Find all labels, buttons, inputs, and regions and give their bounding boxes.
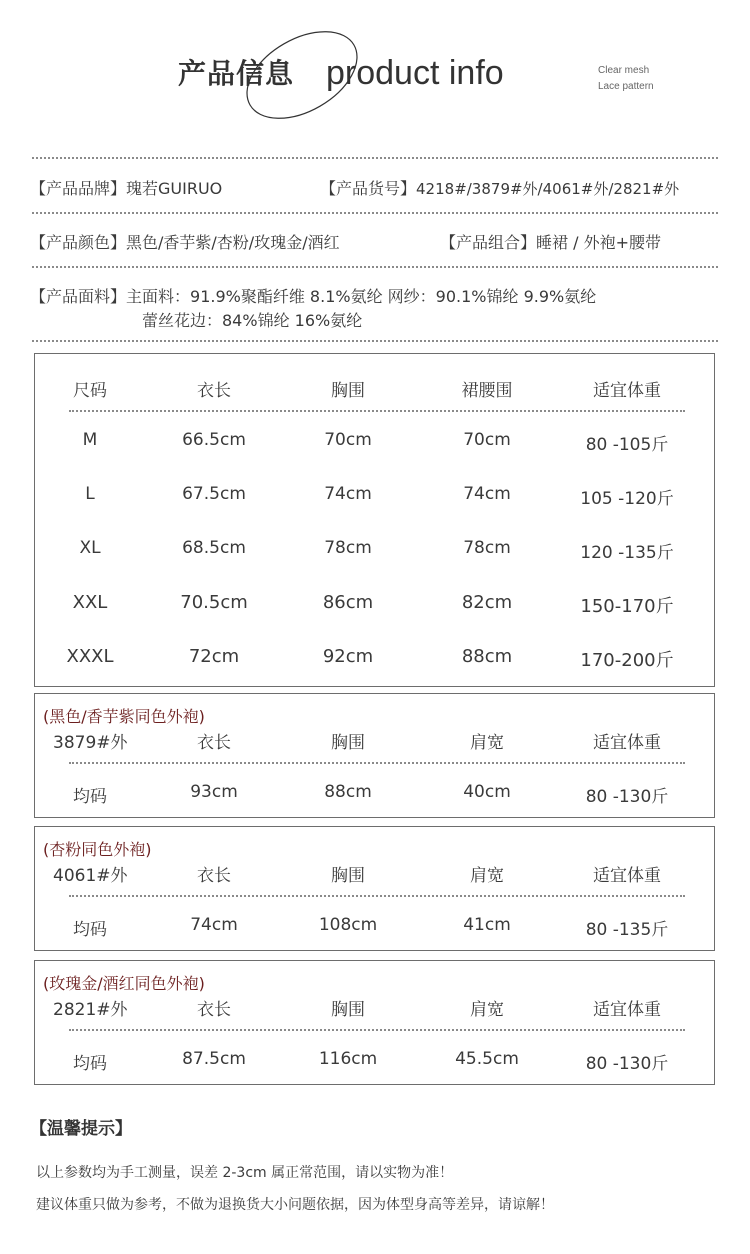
table-cell: 72cm [188,646,240,667]
table-cell: 82cm [461,592,513,613]
table-cell: 87.5cm [182,1049,246,1069]
table-cell: 74cm [324,484,372,504]
table-cell: 45.5cm [455,1049,519,1069]
coat-table-header: 衣长 [197,1000,231,1020]
divider [32,157,718,159]
coat-table-title: (杏粉同色外袍) [43,840,152,859]
table-cell: 均码 [73,1054,107,1074]
table-cell: 74cm [463,484,511,504]
table-cell: 116cm [318,1049,378,1069]
size-table-header: 裙腰围 [461,381,513,401]
table-cell: XXXL [66,646,114,667]
coat-table-header: 胸围 [331,1000,365,1020]
info-sku-label: 【产品货号】 [320,179,417,198]
table-cell: 86cm [322,592,374,613]
coat-table-title: (玫瑰金/酒红同色外袍) [43,974,205,993]
size-table-header: 适宜体重 [593,381,661,401]
info-sku [320,176,679,199]
info-combo [440,230,661,253]
size-table [34,353,715,687]
divider [32,340,718,342]
table-cell: 105 -120斤 [580,489,674,509]
table-cell: XXL [72,592,108,613]
info-fabric-label: 【产品面料】 [30,287,127,306]
info-fabric-value-1: 主面料：91.9%聚酯纤维 8.1%氨纶 网纱：90.1%锦纶 9.9%氨纶 [126,287,597,306]
info-combo-label: 【产品组合】 [440,233,537,252]
table-cell: 80 -135斤 [585,920,669,940]
tips-line-1: 以上参数均为手工测量，误差 2-3cm 属正常范围，请以实物为准！ [36,1165,454,1181]
table-cell: 150-170斤 [580,596,674,617]
size-table-header: 衣长 [197,381,231,401]
coat-table-header: 适宜体重 [593,733,661,753]
table-cell: 80 -130斤 [585,787,669,807]
table-cell: 92cm [322,646,374,667]
info-fabric-value-2: 蕾丝花边：84%锦纶 16%氨纶 [142,311,363,330]
table-cell: 78cm [324,538,372,558]
tips-title: 【温馨提示】 [30,1119,132,1139]
table-divider [69,895,685,897]
table-cell: 78cm [463,538,511,558]
table-cell: 70cm [463,430,511,450]
info-brand-value: 瑰若GUIRUO [126,179,223,198]
coat-table-header: 肩宽 [470,1000,504,1020]
info-color [30,230,340,253]
divider [32,266,718,268]
info-color-label: 【产品颜色】 [30,233,127,252]
table-cell: 80 -105斤 [585,435,669,455]
table-divider [69,410,685,412]
coat-table [34,960,715,1085]
info-combo-value: 睡裙 / 外袍+腰带 [536,233,661,252]
title-note [598,63,654,95]
table-cell: 93cm [190,782,238,802]
coat-table [34,693,715,818]
coat-table-header: 肩宽 [470,733,504,753]
coat-table-title: (黑色/香芋紫同色外袍) [43,707,205,726]
title-note-line1: Clear mesh [598,65,650,76]
coat-table-header: 衣长 [197,733,231,753]
table-cell: 41cm [463,915,511,935]
table-cell: 108cm [318,915,378,935]
table-cell: 40cm [463,782,511,802]
coat-table-header: 4061#外 [53,866,128,886]
table-cell: 120 -135斤 [580,543,674,563]
table-cell: XL [79,538,101,558]
table-cell: 70cm [324,430,372,450]
table-cell: 88cm [324,782,372,802]
divider [32,212,718,214]
coat-table-header: 衣长 [197,866,231,886]
info-color-value: 黑色/香芋紫/杏粉/玫瑰金/酒红 [126,233,340,252]
table-cell: 80 -130斤 [585,1054,669,1074]
size-table-header: 尺码 [73,381,107,401]
page-title-en: product info [326,54,504,92]
coat-table-header: 3879#外 [53,733,128,753]
coat-table-header: 胸围 [331,733,365,753]
coat-table-header: 适宜体重 [593,866,661,886]
table-cell: 均码 [73,787,107,807]
coat-table [34,826,715,951]
size-table-header: 胸围 [331,381,365,401]
table-divider [69,1029,685,1031]
table-cell: 170-200斤 [580,650,674,671]
table-cell: 74cm [190,915,238,935]
tips-line-2: 建议体重只做为参考，不做为退换货大小问题依据，因为体型身高等差异，请谅解！ [36,1197,554,1213]
coat-table-header: 2821#外 [53,1000,128,1020]
table-cell: M [82,430,98,450]
table-cell: L [85,484,95,504]
info-sku-value: 4218#/3879#外/4061#外/2821#外 [416,180,680,198]
table-cell: 68.5cm [182,538,246,558]
coat-table-header: 适宜体重 [593,1000,661,1020]
title-note-line2: Lace pattern [598,81,654,92]
table-cell: 66.5cm [182,430,246,450]
table-cell: 均码 [73,920,107,940]
table-divider [69,762,685,764]
info-fabric [30,284,596,307]
info-brand-label: 【产品品牌】 [30,179,127,198]
table-cell: 70.5cm [180,592,248,613]
page-title-cn: 产品信息 [178,57,295,90]
info-brand [30,176,222,199]
coat-table-header: 胸围 [331,866,365,886]
table-cell: 88cm [461,646,513,667]
table-cell: 67.5cm [182,484,246,504]
coat-table-header: 肩宽 [470,866,504,886]
